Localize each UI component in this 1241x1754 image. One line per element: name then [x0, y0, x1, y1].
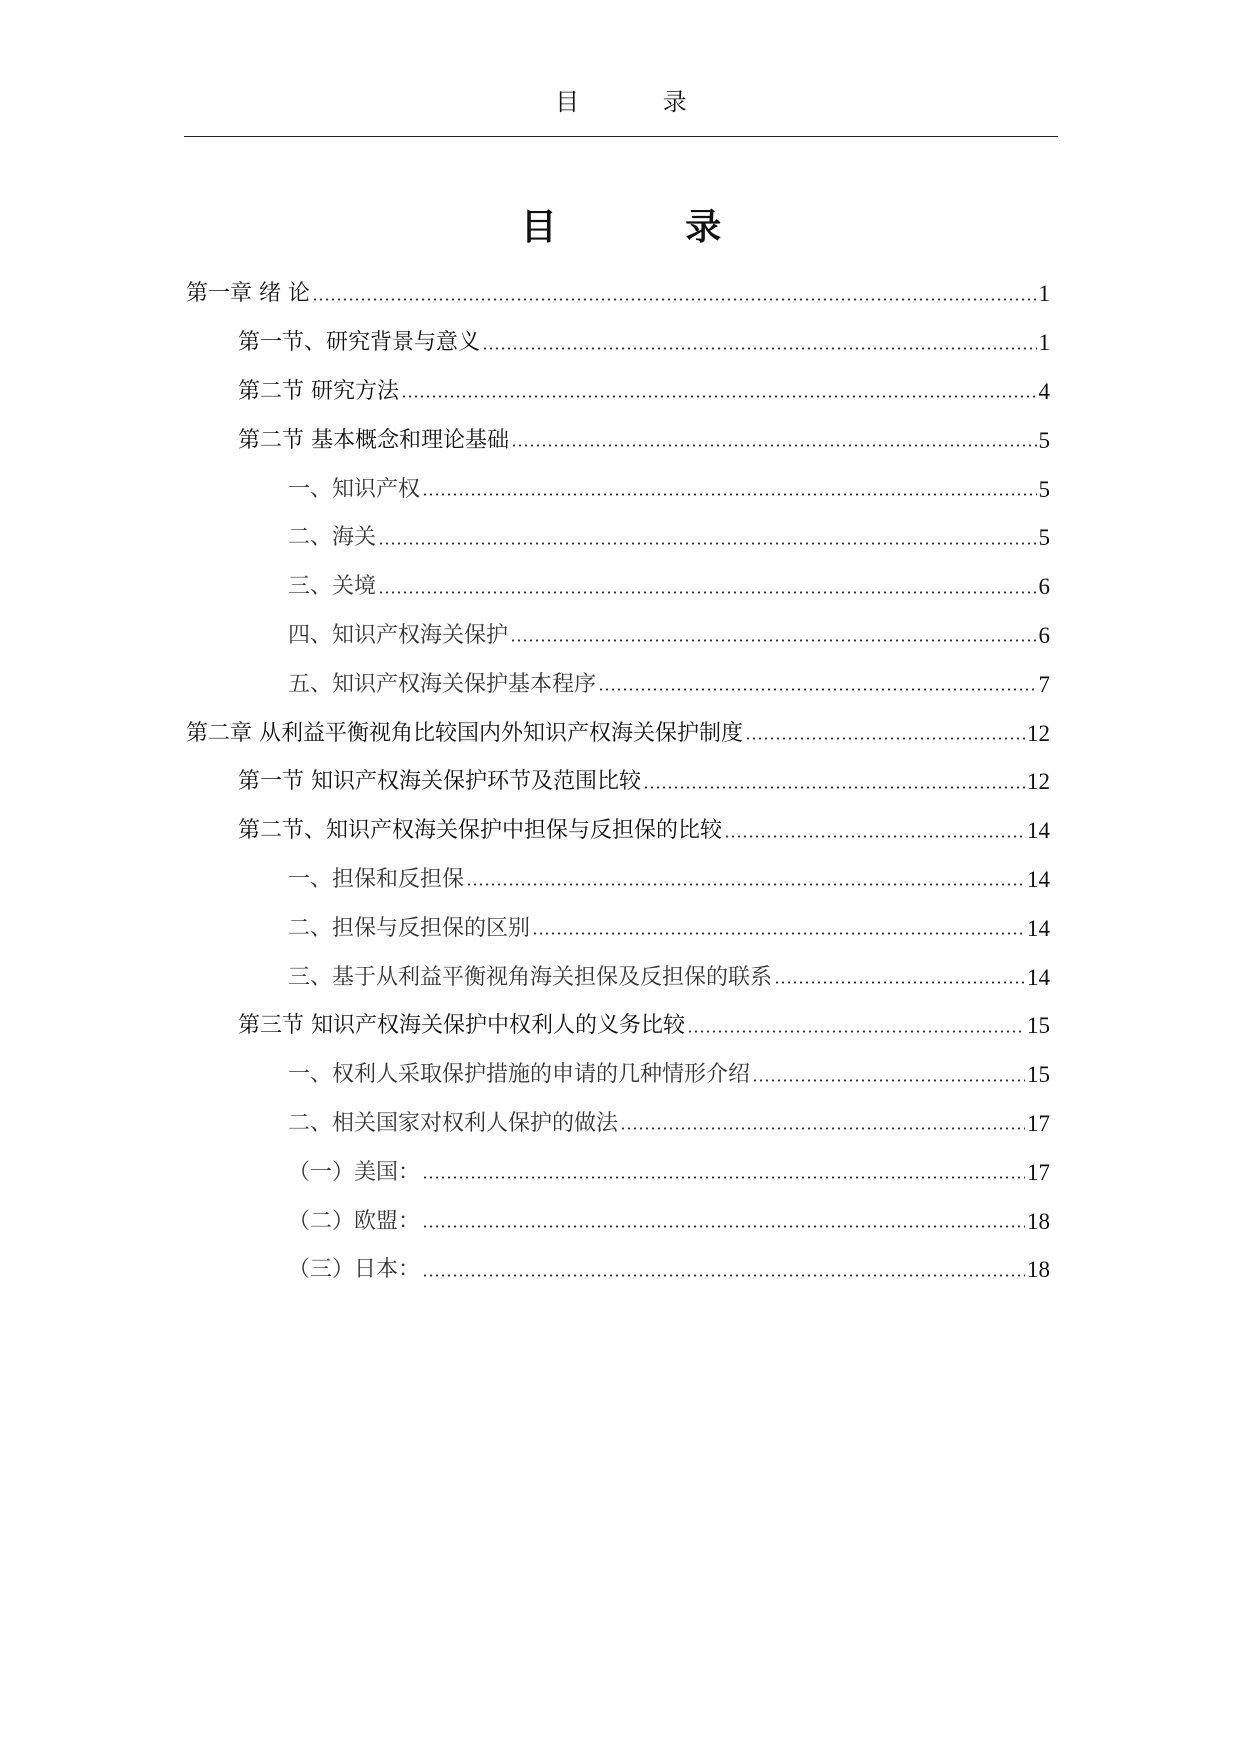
toc-entry[interactable]: [186, 856, 1050, 905]
toc-entry-label: 第二节 基本概念和理论基础: [238, 427, 509, 453]
dot-leader: [724, 835, 1025, 838]
toc-entry[interactable]: [186, 953, 1050, 1002]
toc-entry-label: 二、海关: [288, 525, 377, 551]
toc-entry[interactable]: [186, 319, 1050, 368]
dot-leader: [532, 932, 1025, 935]
dot-leader: [643, 786, 1025, 789]
toc-entry-label: 四、知识产权海关保护: [288, 622, 509, 648]
toc-entry-label: （一）美国：: [288, 1159, 421, 1185]
toc-entry-page-number: 6: [1038, 622, 1050, 648]
toc-entry-page-number: 6: [1038, 574, 1050, 600]
toc-entry[interactable]: [186, 465, 1050, 514]
toc-entry[interactable]: [186, 709, 1050, 758]
toc-entry[interactable]: [186, 1246, 1050, 1295]
toc-entry-page-number: 18: [1027, 1257, 1050, 1283]
toc-entry-page-number: 18: [1027, 1208, 1050, 1234]
dot-leader: [774, 981, 1025, 984]
toc-entry[interactable]: [186, 1100, 1050, 1149]
toc-entry-page-number: 14: [1027, 818, 1050, 844]
toc-entry-page-number: 5: [1038, 525, 1050, 551]
toc-entry[interactable]: [186, 660, 1050, 709]
running-header-title: 目 录: [555, 88, 725, 116]
toc-entry-label: 一、担保和反担保: [288, 866, 465, 892]
toc-entry[interactable]: [186, 563, 1050, 612]
dot-leader: [482, 347, 1036, 350]
toc-entry-label: 一、知识产权: [288, 476, 421, 502]
dot-leader: [598, 688, 1036, 691]
toc-entry-page-number: 7: [1038, 671, 1050, 697]
toc-entry-page-number: 14: [1027, 964, 1050, 990]
toc-entry[interactable]: [186, 807, 1050, 856]
toc-entry[interactable]: [186, 270, 1050, 319]
dot-leader: [511, 444, 1037, 447]
toc-entry-label: 第一节 知识产权海关保护环节及范围比较: [238, 769, 641, 795]
toc-entry[interactable]: [186, 758, 1050, 807]
toc-entry-label: 三、基于从利益平衡视角海关担保及反担保的联系: [288, 964, 773, 990]
toc-entry-label: 第一节、研究背景与意义: [238, 330, 481, 356]
toc-entry[interactable]: [186, 1148, 1050, 1197]
running-header: [184, 88, 1058, 137]
toc-entry-label: 第二章 从利益平衡视角比较国内外知识产权海关保护制度: [186, 720, 743, 746]
toc-entry-label: 第三节 知识产权海关保护中权利人的义务比较: [238, 1013, 685, 1039]
toc-entry-page-number: 1: [1038, 330, 1050, 356]
dot-leader: [378, 542, 1036, 545]
toc-entry-label: 三、关境: [288, 574, 377, 600]
toc-entry-page-number: 4: [1038, 378, 1050, 404]
toc-entry-label: 五、知识产权海关保护基本程序: [288, 671, 597, 697]
dot-leader: [378, 591, 1036, 594]
toc-entry[interactable]: [186, 1051, 1050, 1100]
toc-entry-page-number: 5: [1038, 427, 1050, 453]
toc-entry-page-number: 15: [1027, 1062, 1050, 1088]
toc-entry-label: 第二节 研究方法: [238, 378, 399, 404]
toc-entry[interactable]: [186, 514, 1050, 563]
dot-leader: [422, 493, 1036, 496]
dot-leader: [620, 1127, 1025, 1130]
toc-title: 目 录: [520, 207, 780, 248]
dot-leader: [422, 1176, 1025, 1179]
toc-entry-label: 一、权利人采取保护措施的申请的几种情形介绍: [288, 1062, 751, 1088]
toc-entry-page-number: 15: [1027, 1013, 1050, 1039]
toc-entry[interactable]: [186, 612, 1050, 661]
toc-entry-label: （二）欧盟：: [288, 1208, 421, 1234]
toc-entry-page-number: 12: [1027, 769, 1050, 795]
toc-entry-page-number: 12: [1027, 720, 1050, 746]
table-of-contents: [186, 270, 1050, 1295]
toc-entry-page-number: 1: [1038, 281, 1050, 307]
dot-leader: [401, 395, 1037, 398]
toc-entry-page-number: 14: [1027, 866, 1050, 892]
toc-entry[interactable]: [186, 416, 1050, 465]
toc-entry-label: 二、相关国家对权利人保护的做法: [288, 1110, 619, 1136]
toc-entry[interactable]: [186, 1002, 1050, 1051]
toc-entry-label: 第二节、知识产权海关保护中担保与反担保的比较: [238, 818, 723, 844]
toc-entry-page-number: 17: [1027, 1159, 1050, 1185]
toc-entry-page-number: 5: [1038, 476, 1050, 502]
toc-entry-page-number: 17: [1027, 1110, 1050, 1136]
toc-entry-page-number: 14: [1027, 915, 1050, 941]
dot-leader: [312, 298, 1037, 301]
toc-entry-label: （三）日本：: [288, 1257, 421, 1283]
dot-leader: [422, 1225, 1025, 1228]
toc-entry-label: 第一章 绪 论: [186, 281, 310, 307]
toc-entry[interactable]: [186, 368, 1050, 417]
dot-leader: [422, 1274, 1025, 1277]
dot-leader: [510, 639, 1036, 642]
toc-entry-label: 二、担保与反担保的区别: [288, 915, 531, 941]
toc-entry[interactable]: [186, 1197, 1050, 1246]
dot-leader: [752, 1079, 1025, 1082]
toc-entry[interactable]: [186, 904, 1050, 953]
dot-leader: [466, 883, 1025, 886]
dot-leader: [745, 737, 1025, 740]
dot-leader: [687, 1030, 1025, 1033]
